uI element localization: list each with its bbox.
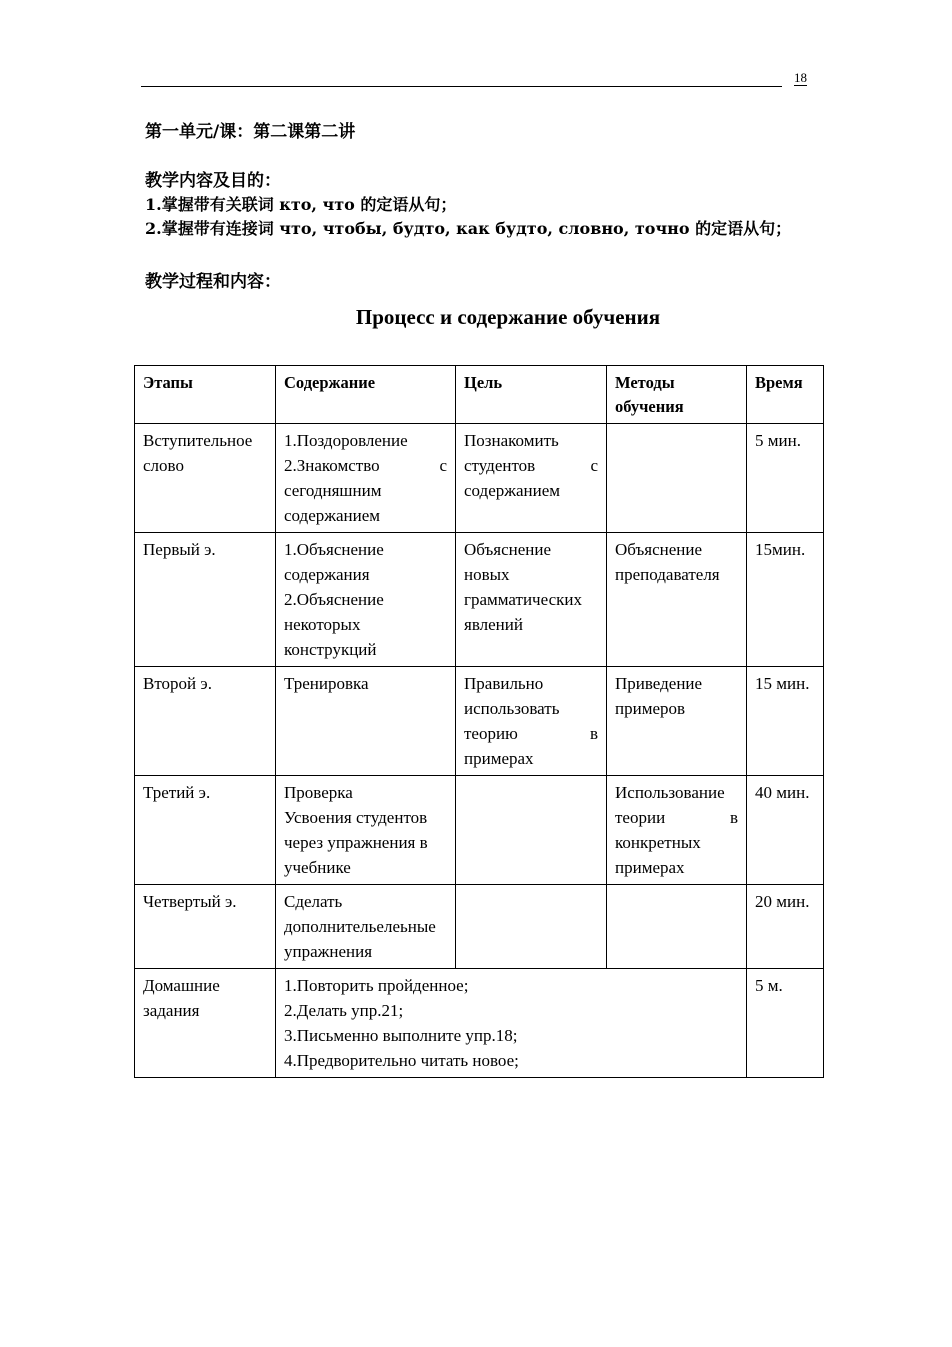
time-cell: 15мин. bbox=[747, 533, 824, 667]
content-cell: Тренировка bbox=[276, 667, 456, 776]
header-time: Время bbox=[747, 366, 824, 424]
methods-cell: Использование теории в конкретных примерах bbox=[607, 776, 747, 885]
stage-cell: Второй э. bbox=[135, 667, 276, 776]
goal-cell: Объяснение новых грамматических явлений bbox=[456, 533, 607, 667]
homework-row bbox=[135, 969, 824, 1078]
stage-cell: Домашние задания bbox=[135, 969, 276, 1078]
methods-cell: Приведение примеров bbox=[607, 667, 747, 776]
header-goal: Цель bbox=[456, 366, 607, 424]
homework-item: 4.Предворительно читать новое; bbox=[284, 1051, 519, 1070]
table-row bbox=[135, 885, 824, 969]
stage-cell: Вступительное слово bbox=[135, 424, 276, 533]
homework-item: 2.Делать упр.21; bbox=[284, 1001, 404, 1020]
table-row bbox=[135, 424, 824, 533]
table-row bbox=[135, 533, 824, 667]
header-content: Содержание bbox=[276, 366, 456, 424]
goal-cell: Познакомить студентов с содержанием bbox=[456, 424, 607, 533]
content-cell: Сделать дополнительелеьные упражнения bbox=[276, 885, 456, 969]
stage-cell: Первый э. bbox=[135, 533, 276, 667]
goal-item-2: 2.掌握带有连接词 что, чтобы, будто, как будто, словно, точно 的定语从句； bbox=[145, 219, 792, 238]
header-rule bbox=[141, 86, 782, 87]
content-cell: 1.Поздоровление 2.Знакомство с сегодняшним содержанием bbox=[276, 424, 456, 533]
homework-item: 3.Письменно выполните упр.18; bbox=[284, 1026, 518, 1045]
lesson-process-table bbox=[134, 365, 824, 1078]
stage-cell: Третий э. bbox=[135, 776, 276, 885]
header-methods: Методы обучения bbox=[607, 366, 747, 424]
table-row bbox=[135, 667, 824, 776]
process-heading: 教学过程和内容： bbox=[145, 272, 281, 292]
goals-heading: 教学内容及目的： bbox=[145, 171, 281, 191]
time-cell: 5 мин. bbox=[747, 424, 824, 533]
table-row bbox=[135, 776, 824, 885]
content-cell: 1.Объяснение содержания 2.Объяснение некоторых конструкций bbox=[276, 533, 456, 667]
table-title: Процесс и содержание обучения bbox=[355, 305, 661, 329]
goal-cell bbox=[456, 776, 607, 885]
time-cell: 15 мин. bbox=[747, 667, 824, 776]
methods-cell bbox=[607, 885, 747, 969]
page-number: 18 bbox=[794, 70, 807, 85]
time-cell: 40 мин. bbox=[747, 776, 824, 885]
homework-item: 1.Повторить пройденное; bbox=[284, 976, 469, 995]
methods-cell bbox=[607, 424, 747, 533]
goal-item-1: 1.掌握带有关联词 кто, что 的定语从句； bbox=[145, 195, 457, 214]
homework-items-cell bbox=[276, 969, 747, 1078]
header-stages: Этапы bbox=[135, 366, 276, 424]
time-cell: 20 мин. bbox=[747, 885, 824, 969]
goal-cell bbox=[456, 885, 607, 969]
methods-cell: Объяснение преподавателя bbox=[607, 533, 747, 667]
time-cell: 5 м. bbox=[747, 969, 824, 1078]
stage-cell: Четвертый э. bbox=[135, 885, 276, 969]
goal-cell: Правильно использовать теорию в примерах bbox=[456, 667, 607, 776]
content-cell: Проверка Усвоения студентов через упражнения в учебнике bbox=[276, 776, 456, 885]
lesson-heading: 第一单元/课：第二课第二讲 bbox=[145, 122, 356, 142]
table-header-row bbox=[135, 366, 824, 424]
